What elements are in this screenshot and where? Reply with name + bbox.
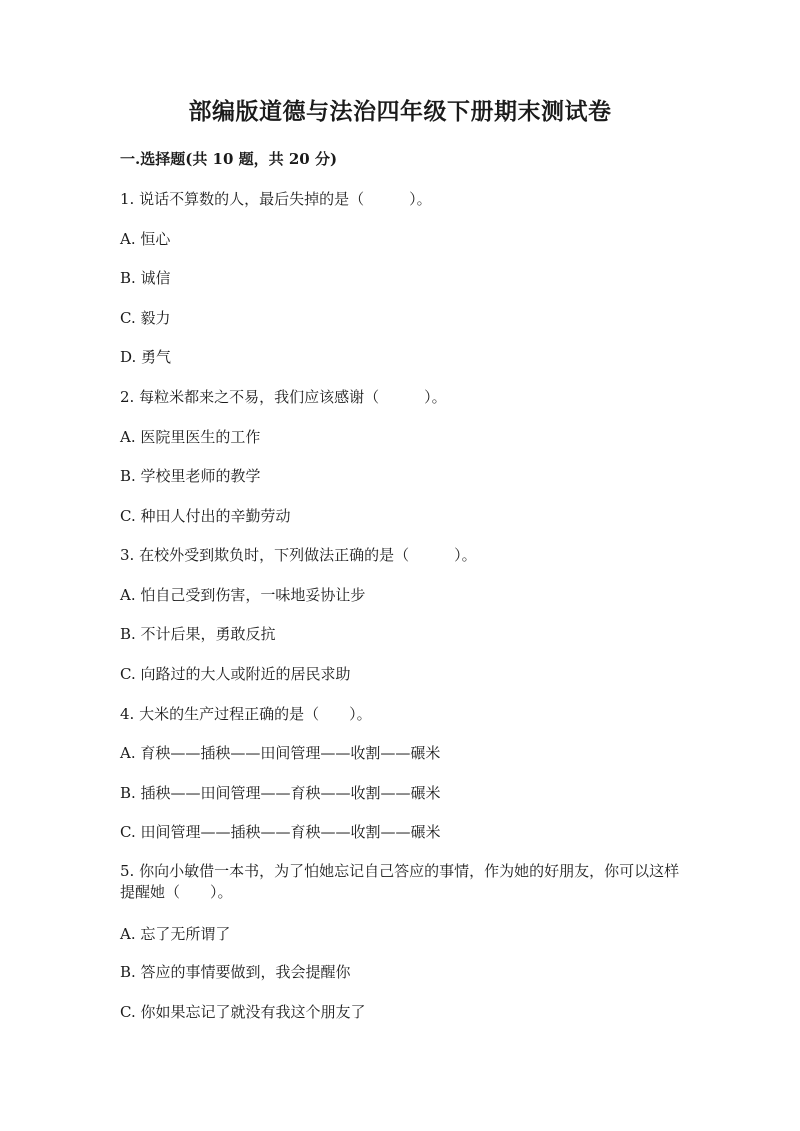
question-5-stem: 5. 你向小敏借一本书，为了怕她忘记自己答应的事情，作为她的好朋友，你可以这样提醒她（ ）。 bbox=[120, 862, 680, 901]
question-2-option-c: C. 种田人付出的辛勤劳动 bbox=[120, 507, 291, 525]
section-heading: 一.选择题(共 10 题，共 20 分) bbox=[120, 150, 338, 168]
question-2-stem: 2. 每粒米都来之不易，我们应该感谢（ ）。 bbox=[120, 388, 447, 406]
question-5-option-c: C. 你如果忘记了就没有我这个朋友了 bbox=[120, 1003, 366, 1021]
question-5-option-a: A. 忘了无所谓了 bbox=[120, 925, 231, 943]
question-1-option-c: C. 毅力 bbox=[120, 309, 171, 327]
question-4-option-c: C. 田间管理——插秧——育秧——收割——碾米 bbox=[120, 823, 441, 841]
question-3-option-c: C. 向路过的大人或附近的居民求助 bbox=[120, 665, 351, 683]
question-4-option-a: A. 育秧——插秧——田间管理——收割——碾米 bbox=[120, 744, 441, 762]
exam-title: 部编版道德与法治四年级下册期末测试卷 bbox=[188, 98, 612, 125]
question-2-option-a: A. 医院里医生的工作 bbox=[120, 428, 261, 446]
question-3-option-a: A. 怕自己受到伤害，一味地妥协让步 bbox=[120, 586, 366, 604]
question-2-option-b: B. 学校里老师的教学 bbox=[120, 467, 261, 485]
question-1-option-d: D. 勇气 bbox=[120, 348, 172, 366]
question-4-stem: 4. 大米的生产过程正确的是（ ）。 bbox=[120, 705, 372, 723]
question-1-stem: 1. 说话不算数的人，最后失掉的是（ ）。 bbox=[120, 190, 432, 208]
question-4-option-b: B. 插秧——田间管理——育秧——收割——碾米 bbox=[120, 784, 441, 802]
question-3-stem: 3. 在校外受到欺负时，下列做法正确的是（ ）。 bbox=[120, 546, 477, 564]
question-1-option-a: A. 恒心 bbox=[120, 230, 171, 248]
question-5-option-b: B. 答应的事情要做到，我会提醒你 bbox=[120, 963, 351, 981]
question-1-option-b: B. 诚信 bbox=[120, 269, 171, 287]
question-3-option-b: B. 不计后果，勇敢反抗 bbox=[120, 625, 276, 643]
